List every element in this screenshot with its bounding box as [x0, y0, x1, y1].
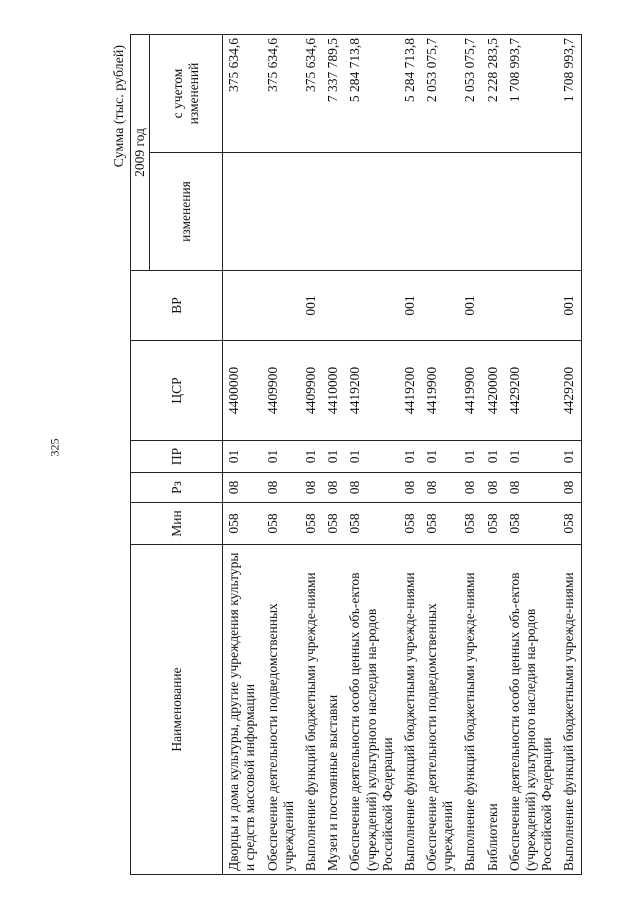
- table-row: [399, 35, 421, 875]
- cell-pr: 01: [262, 441, 300, 473]
- cell-vr: [223, 271, 262, 341]
- cell-name: Выполнение функций бюджетными учрежде-ниями: [558, 545, 581, 875]
- cell-vr: [482, 271, 504, 341]
- cell-min: 058: [421, 503, 459, 545]
- rotated-page-content: [112, 35, 592, 875]
- cell-csr: 4410000: [322, 341, 344, 441]
- cell-vr: [322, 271, 344, 341]
- cell-name: Обеспечение деятельности особо ценных объ-ектов (учреждений) культурного наследия на-родов Российской Федерации: [344, 545, 399, 875]
- cell-vr: 001: [399, 271, 421, 341]
- header-csr: ЦСР: [131, 341, 223, 441]
- cell-name: Библиотеки: [482, 545, 504, 875]
- cell-total: 5 284 713,8: [344, 35, 399, 153]
- cell-pr: 01: [300, 441, 322, 473]
- cell-min: 058: [504, 503, 559, 545]
- table-row: [322, 35, 344, 875]
- cell-changes: [504, 153, 559, 271]
- cell-pr: 01: [558, 441, 581, 473]
- cell-csr: 4409900: [262, 341, 300, 441]
- table-row: [223, 35, 262, 875]
- cell-vr: [344, 271, 399, 341]
- cell-name: Выполнение функций бюджетными учрежде-ниями: [300, 545, 322, 875]
- cell-name: Дворцы и дома культуры, другие учреждения культуры и средств массовой информации: [223, 545, 262, 875]
- cell-changes: [558, 153, 581, 271]
- cell-changes: [344, 153, 399, 271]
- cell-total: 2 053 075,7: [459, 35, 481, 153]
- cell-total: 1 708 993,7: [504, 35, 559, 153]
- cell-total: 5 284 713,8: [399, 35, 421, 153]
- cell-vr: 001: [459, 271, 481, 341]
- cell-min: 058: [262, 503, 300, 545]
- cell-rz: 08: [421, 473, 459, 503]
- cell-min: 058: [399, 503, 421, 545]
- header-pr: ПР: [131, 441, 223, 473]
- cell-name: Обеспечение деятельности подведомственных учреждений: [262, 545, 300, 875]
- table-row: [459, 35, 481, 875]
- cell-name: Музеи и постоянные выставки: [322, 545, 344, 875]
- header-year: 2009 год: [131, 35, 150, 271]
- units-caption: Сумма (тыс. рублей): [112, 45, 127, 168]
- cell-rz: 08: [223, 473, 262, 503]
- cell-rz: 08: [482, 473, 504, 503]
- cell-rz: 08: [504, 473, 559, 503]
- cell-csr: 4419900: [459, 341, 481, 441]
- cell-rz: 08: [344, 473, 399, 503]
- cell-vr: [262, 271, 300, 341]
- table-body: [223, 35, 581, 875]
- table-row: [558, 35, 581, 875]
- cell-name: Обеспечение деятельности особо ценных объ-ектов (учреждений) культурного наследия на-родов Российской Федерации: [504, 545, 559, 875]
- cell-csr: 4419900: [421, 341, 459, 441]
- cell-total: 2 228 283,5: [482, 35, 504, 153]
- cell-csr: 4420000: [482, 341, 504, 441]
- page-number: 325: [47, 438, 62, 457]
- cell-min: 058: [558, 503, 581, 545]
- cell-csr: 4429200: [504, 341, 559, 441]
- cell-rz: 08: [558, 473, 581, 503]
- cell-min: 058: [344, 503, 399, 545]
- cell-rz: 08: [322, 473, 344, 503]
- cell-csr: 4419200: [344, 341, 399, 441]
- cell-changes: [482, 153, 504, 271]
- cell-csr: 4429200: [558, 341, 581, 441]
- cell-pr: 01: [399, 441, 421, 473]
- cell-csr: 4400000: [223, 341, 262, 441]
- table-row: [421, 35, 459, 875]
- cell-name: Обеспечение деятельности подведомственных учреждений: [421, 545, 459, 875]
- cell-name: Выполнение функций бюджетными учрежде-ниями: [459, 545, 481, 875]
- cell-total: 375 634,6: [300, 35, 322, 153]
- cell-changes: [421, 153, 459, 271]
- cell-pr: 01: [322, 441, 344, 473]
- header-changes: изменения: [150, 153, 223, 271]
- cell-csr: 4419200: [399, 341, 421, 441]
- cell-vr: [421, 271, 459, 341]
- cell-vr: 001: [558, 271, 581, 341]
- cell-pr: 01: [504, 441, 559, 473]
- cell-total: 2 053 075,7: [421, 35, 459, 153]
- cell-changes: [223, 153, 262, 271]
- table-row: [262, 35, 300, 875]
- cell-changes: [399, 153, 421, 271]
- cell-pr: 01: [344, 441, 399, 473]
- cell-csr: 4409900: [300, 341, 322, 441]
- header-name: Наименование: [131, 545, 223, 875]
- table-row: [482, 35, 504, 875]
- cell-pr: 01: [223, 441, 262, 473]
- cell-min: 058: [482, 503, 504, 545]
- cell-vr: 001: [300, 271, 322, 341]
- cell-pr: 01: [421, 441, 459, 473]
- header-with-changes: с учетом изменений: [150, 35, 223, 153]
- cell-changes: [300, 153, 322, 271]
- cell-total: 1 708 993,7: [558, 35, 581, 153]
- cell-changes: [262, 153, 300, 271]
- table-row: [504, 35, 559, 875]
- cell-rz: 08: [399, 473, 421, 503]
- cell-rz: 08: [262, 473, 300, 503]
- cell-vr: [504, 271, 559, 341]
- cell-rz: 08: [459, 473, 481, 503]
- cell-min: 058: [459, 503, 481, 545]
- cell-min: 058: [322, 503, 344, 545]
- header-vr: ВР: [131, 271, 223, 341]
- cell-rz: 08: [300, 473, 322, 503]
- header-rz: Рз: [131, 473, 223, 503]
- table-row: [300, 35, 322, 875]
- budget-table: [130, 34, 582, 875]
- cell-total: 375 634,6: [223, 35, 262, 153]
- cell-total: 7 337 789,5: [322, 35, 344, 153]
- table-row: [344, 35, 399, 875]
- cell-min: 058: [223, 503, 262, 545]
- cell-changes: [459, 153, 481, 271]
- cell-pr: 01: [482, 441, 504, 473]
- header-min: Мин: [131, 503, 223, 545]
- cell-total: 375 634,6: [262, 35, 300, 153]
- cell-name: Выполнение функций бюджетными учрежде-ниями: [399, 545, 421, 875]
- cell-pr: 01: [459, 441, 481, 473]
- cell-changes: [322, 153, 344, 271]
- cell-min: 058: [300, 503, 322, 545]
